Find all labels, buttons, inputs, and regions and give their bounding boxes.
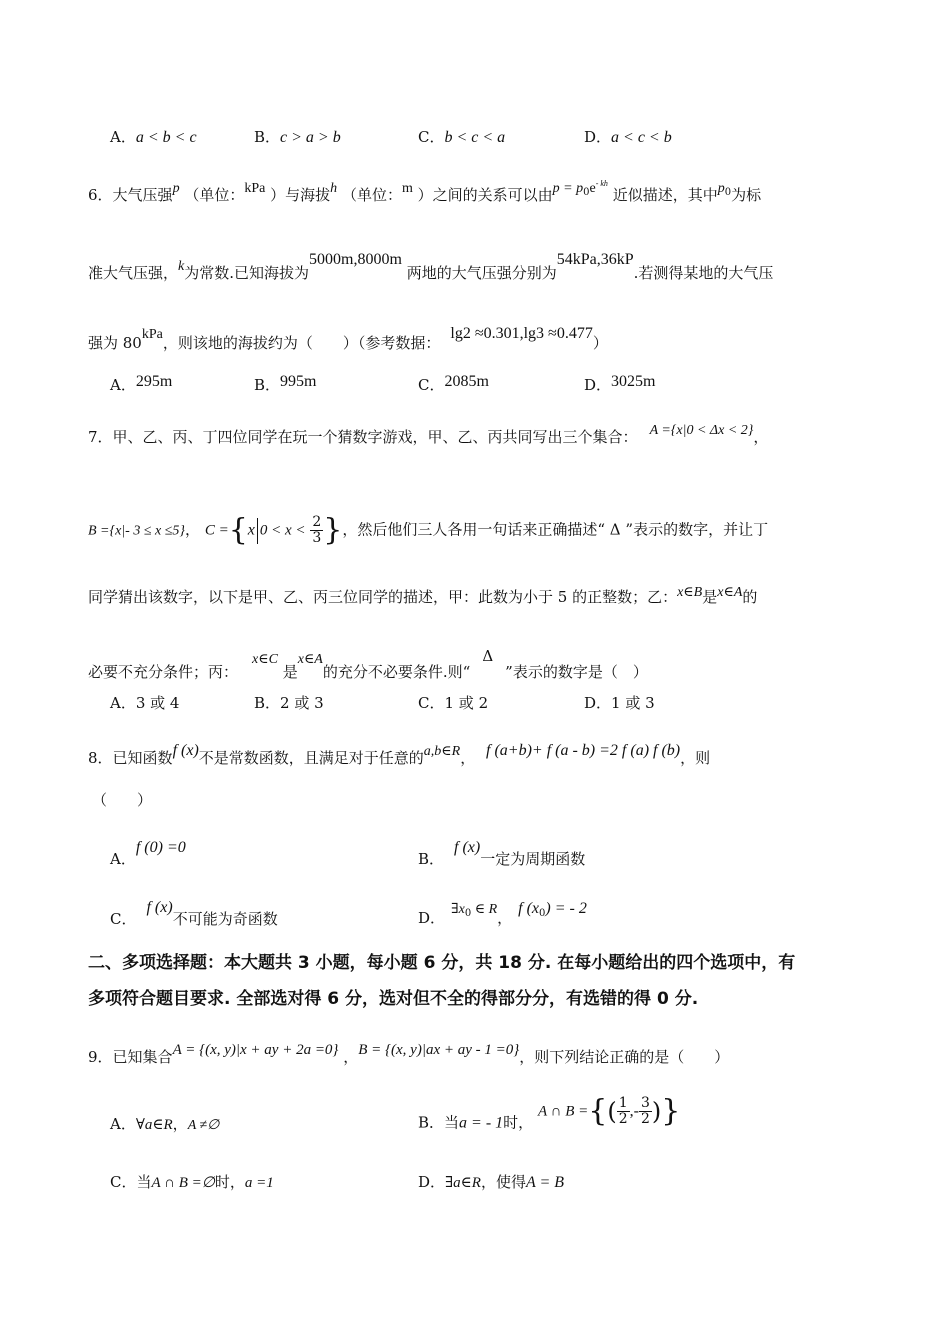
unit: m bbox=[401, 181, 413, 196]
section-2-line-2: 多项符合题目要求. 全部选对得 6 分，选对但不全的得部分分，有选错的得 0 分. bbox=[88, 989, 699, 1009]
math: p = p bbox=[552, 181, 584, 196]
math: p bbox=[172, 181, 180, 196]
math: 0 bbox=[583, 187, 590, 198]
text: 为标 bbox=[731, 186, 762, 204]
numerator: 2 bbox=[312, 514, 322, 530]
math: x∈C bbox=[252, 652, 278, 667]
option-label: B． bbox=[418, 1113, 445, 1132]
numerator: 3 bbox=[640, 1095, 650, 1111]
text: ，则 bbox=[680, 749, 711, 767]
q8-option-b[interactable] bbox=[418, 838, 585, 869]
text: 近似描述，其中 bbox=[612, 186, 718, 204]
fraction bbox=[639, 1096, 652, 1127]
math: a,b∈R bbox=[423, 744, 461, 759]
section-2-line-1: 二、多项选择题：本大题共 3 小题，每小题 6 分，共 18 分. 在每小题给出的四个选项中，有 bbox=[88, 953, 796, 973]
text: 甲、乙、丙、丁四位同学在玩一个猜数字游戏，甲、乙、丙共同写出三个集合： bbox=[112, 428, 638, 446]
text: 同学猜出该数字，以下是甲、乙、丙三位同学的描述，甲：此数为小于 5 的正整数；乙： bbox=[88, 588, 678, 606]
denominator: 2 bbox=[640, 1111, 650, 1127]
q7-line-3 bbox=[88, 583, 757, 607]
text: ， bbox=[460, 749, 476, 767]
numerator: 1 bbox=[618, 1095, 628, 1111]
question-number: 7． bbox=[88, 428, 113, 446]
text: ， bbox=[172, 1115, 188, 1133]
option-label: D． bbox=[584, 694, 612, 712]
math: ∈ R bbox=[471, 902, 498, 917]
text: 大气压强 bbox=[112, 186, 173, 204]
q7-option-a[interactable] bbox=[110, 693, 179, 713]
text: ）与海拔 bbox=[270, 186, 331, 204]
question-number: 6． bbox=[88, 186, 113, 204]
math: A ∩ B = bbox=[537, 1103, 589, 1120]
paren-icon: ( bbox=[607, 1097, 617, 1126]
denominator: 2 bbox=[618, 1111, 628, 1127]
option-math: b < c < a bbox=[444, 129, 506, 146]
q7-option-c[interactable] bbox=[418, 693, 488, 713]
option-label: D． bbox=[418, 1173, 446, 1191]
q9-line-1 bbox=[88, 1040, 729, 1067]
formula bbox=[553, 178, 608, 196]
q9-option-d[interactable] bbox=[418, 1172, 564, 1193]
option-math: c > a > b bbox=[280, 129, 341, 146]
text: 准大气压强， bbox=[88, 264, 179, 282]
math: ∃a∈R bbox=[445, 1175, 481, 1191]
option-math bbox=[451, 899, 497, 917]
q7-option-d[interactable] bbox=[584, 693, 655, 713]
q6-option-b[interactable] bbox=[254, 372, 316, 395]
text: 时， bbox=[214, 1173, 245, 1191]
brace-icon: { bbox=[228, 512, 248, 548]
option-label: A． bbox=[110, 694, 136, 712]
q6-line-2 bbox=[88, 250, 773, 283]
option-math: f (x) bbox=[454, 839, 481, 856]
set-b: B = {(x, y)|ax + ay - 1 =0} bbox=[358, 1042, 520, 1058]
option-label: B． bbox=[254, 694, 281, 712]
text: ， bbox=[497, 909, 513, 927]
q5-option-b[interactable] bbox=[254, 127, 341, 148]
divider bbox=[257, 518, 258, 544]
text: 是 bbox=[702, 588, 718, 606]
math: A = B bbox=[525, 1174, 565, 1191]
math: lg2 ≈0.301,lg3 ≈0.477 bbox=[450, 325, 593, 342]
text: （单位： bbox=[341, 186, 402, 204]
text: ，则下列结论正确的是（ ） bbox=[519, 1048, 730, 1066]
q6-option-c[interactable] bbox=[418, 372, 489, 395]
text: 已知函数 bbox=[112, 749, 173, 767]
unit: kPa bbox=[244, 181, 266, 196]
math: C = bbox=[204, 522, 229, 539]
q7-option-b[interactable] bbox=[254, 693, 324, 713]
option-label: A． bbox=[110, 1115, 136, 1133]
set-c bbox=[204, 512, 343, 548]
text: ”表示的数字是（ ） bbox=[505, 663, 648, 681]
math: A ∩ B =∅ bbox=[151, 1175, 215, 1191]
q8-option-c[interactable] bbox=[110, 898, 278, 929]
option-value: 2 或 3 bbox=[280, 694, 324, 712]
option-label: B． bbox=[254, 128, 281, 146]
text: 时， bbox=[503, 1113, 534, 1132]
math: f (x) bbox=[172, 742, 199, 759]
text: 两地的大气压强分别为 bbox=[406, 264, 557, 282]
math: A ≠∅ bbox=[187, 1118, 220, 1133]
math: x∈A bbox=[297, 652, 323, 667]
q6-line-3 bbox=[88, 324, 608, 353]
brace-icon: } bbox=[323, 512, 343, 548]
text: ，然后他们三人各用一句话来正确描述“ Δ ”表示的数字，并让丁 bbox=[342, 520, 769, 539]
text: 当 bbox=[444, 1113, 460, 1132]
option-label: D． bbox=[584, 128, 612, 146]
text: ）之间的关系可以由 bbox=[417, 186, 553, 204]
text: （单位： bbox=[184, 186, 245, 204]
math: ∃x bbox=[451, 902, 465, 917]
q9-option-a[interactable] bbox=[110, 1114, 219, 1136]
math: 0 bbox=[464, 908, 472, 919]
option-label: B． bbox=[254, 376, 281, 394]
option-value: 2085m bbox=[444, 373, 489, 390]
math: 5000m,8000m bbox=[309, 251, 402, 268]
q8-line-1 bbox=[88, 741, 710, 768]
option-label: D． bbox=[418, 909, 446, 927]
math: x bbox=[247, 521, 255, 539]
question-number: 8． bbox=[88, 749, 113, 767]
option-value: 995m bbox=[280, 373, 317, 390]
text: 强为 80 bbox=[88, 334, 142, 352]
q8-option-a[interactable] bbox=[110, 838, 186, 869]
option-math: f (0) =0 bbox=[135, 839, 186, 856]
option-value: 1 或 2 bbox=[444, 694, 489, 712]
denominator: 3 bbox=[312, 530, 322, 546]
p0 bbox=[718, 178, 731, 196]
option-label: C． bbox=[418, 694, 445, 712]
option-label: C． bbox=[418, 128, 445, 146]
q7-line-1 bbox=[88, 421, 768, 447]
option-text: 不可能为奇函数 bbox=[172, 910, 278, 928]
math: 0 bbox=[539, 908, 546, 919]
q6-line-1 bbox=[88, 174, 761, 205]
text: ，使得 bbox=[480, 1173, 526, 1191]
math: x∈B bbox=[677, 585, 703, 600]
text: 为常数.已知海拔为 bbox=[184, 264, 310, 282]
math: ∀a∈R bbox=[135, 1117, 173, 1133]
q5-option-c[interactable] bbox=[418, 127, 505, 148]
option-label: B． bbox=[418, 850, 445, 868]
brace-icon: } bbox=[661, 1093, 681, 1129]
q6-option-d[interactable] bbox=[584, 372, 655, 395]
math: 0 bbox=[724, 187, 732, 198]
math: p bbox=[717, 181, 725, 196]
text: 不是常数函数，且满足对于任意的 bbox=[198, 749, 424, 767]
text: 必要不充分条件；丙： bbox=[88, 663, 239, 681]
text: ） bbox=[592, 334, 608, 352]
math: 54kPa,36kP bbox=[556, 251, 634, 268]
text: ， bbox=[185, 520, 201, 539]
option-label: C． bbox=[110, 1173, 137, 1191]
math: - kh bbox=[595, 179, 608, 188]
math: k bbox=[178, 259, 185, 274]
math: e bbox=[589, 181, 596, 196]
option-math-2 bbox=[518, 899, 587, 917]
math: x∈A bbox=[717, 585, 743, 600]
option-value: 3025m bbox=[611, 373, 656, 390]
text: ， bbox=[343, 1048, 359, 1066]
math: a = - 1 bbox=[459, 1114, 504, 1132]
delta-symbol: Δ bbox=[482, 647, 494, 665]
option-label: C． bbox=[418, 376, 445, 394]
option-value: 3 或 4 bbox=[135, 694, 180, 712]
math: ,- bbox=[629, 1102, 639, 1120]
option-math: a < b < c bbox=[135, 129, 197, 146]
paren-icon: ) bbox=[651, 1097, 662, 1126]
text: ，则该地的海拔约为（ ）（参考数据： bbox=[162, 334, 441, 352]
math: ) = - 2 bbox=[545, 900, 587, 917]
equation: f (a+b)+ f (a - b) =2 f (a) f (b) bbox=[486, 742, 681, 759]
q7-line-2 bbox=[88, 512, 769, 548]
set-a: A ={x|0 < Δx < 2} bbox=[649, 423, 754, 438]
fraction bbox=[310, 515, 323, 546]
text: 的 bbox=[742, 588, 758, 606]
math: a =1 bbox=[244, 1175, 274, 1191]
text: .若测得某地的大气压 bbox=[633, 264, 774, 282]
brace-icon: { bbox=[588, 1093, 608, 1129]
option-label: C． bbox=[110, 910, 137, 928]
fraction bbox=[617, 1096, 630, 1127]
q9-option-c[interactable] bbox=[110, 1172, 274, 1193]
math: f (x bbox=[518, 900, 540, 917]
option-value: 295m bbox=[135, 373, 173, 390]
option-label: D． bbox=[584, 376, 612, 394]
math: 0 < x < bbox=[259, 522, 306, 539]
question-number: 9． bbox=[88, 1048, 113, 1066]
set-b: B ={x|- 3 ≤ x ≤5} bbox=[88, 523, 186, 539]
text: 已知集合 bbox=[112, 1048, 173, 1066]
q8-paren: （ ） bbox=[92, 791, 153, 809]
q8-option-d[interactable] bbox=[418, 898, 587, 928]
text: 的充分不必要条件.则“ bbox=[322, 663, 471, 681]
option-text: 一定为周期函数 bbox=[480, 850, 586, 868]
option-label: A． bbox=[110, 376, 136, 394]
q9-option-b[interactable] bbox=[418, 1093, 681, 1136]
option-value: 1 或 3 bbox=[611, 694, 655, 712]
option-math: a < c < b bbox=[611, 129, 672, 146]
set-a: A = {(x, y)|x + ay + 2a =0} bbox=[172, 1042, 339, 1058]
option-math: f (x) bbox=[146, 899, 173, 916]
q5-option-a[interactable] bbox=[110, 127, 197, 148]
text: ， bbox=[753, 428, 769, 446]
math: h bbox=[330, 181, 338, 196]
q7-line-4 bbox=[88, 646, 648, 682]
text: 是 bbox=[282, 663, 298, 681]
q6-option-a[interactable] bbox=[110, 372, 172, 395]
option-label: A． bbox=[110, 128, 136, 146]
text: 当 bbox=[136, 1173, 152, 1191]
option-label: A． bbox=[110, 850, 136, 868]
unit: kPa bbox=[141, 327, 163, 342]
q5-option-d[interactable] bbox=[584, 127, 672, 148]
